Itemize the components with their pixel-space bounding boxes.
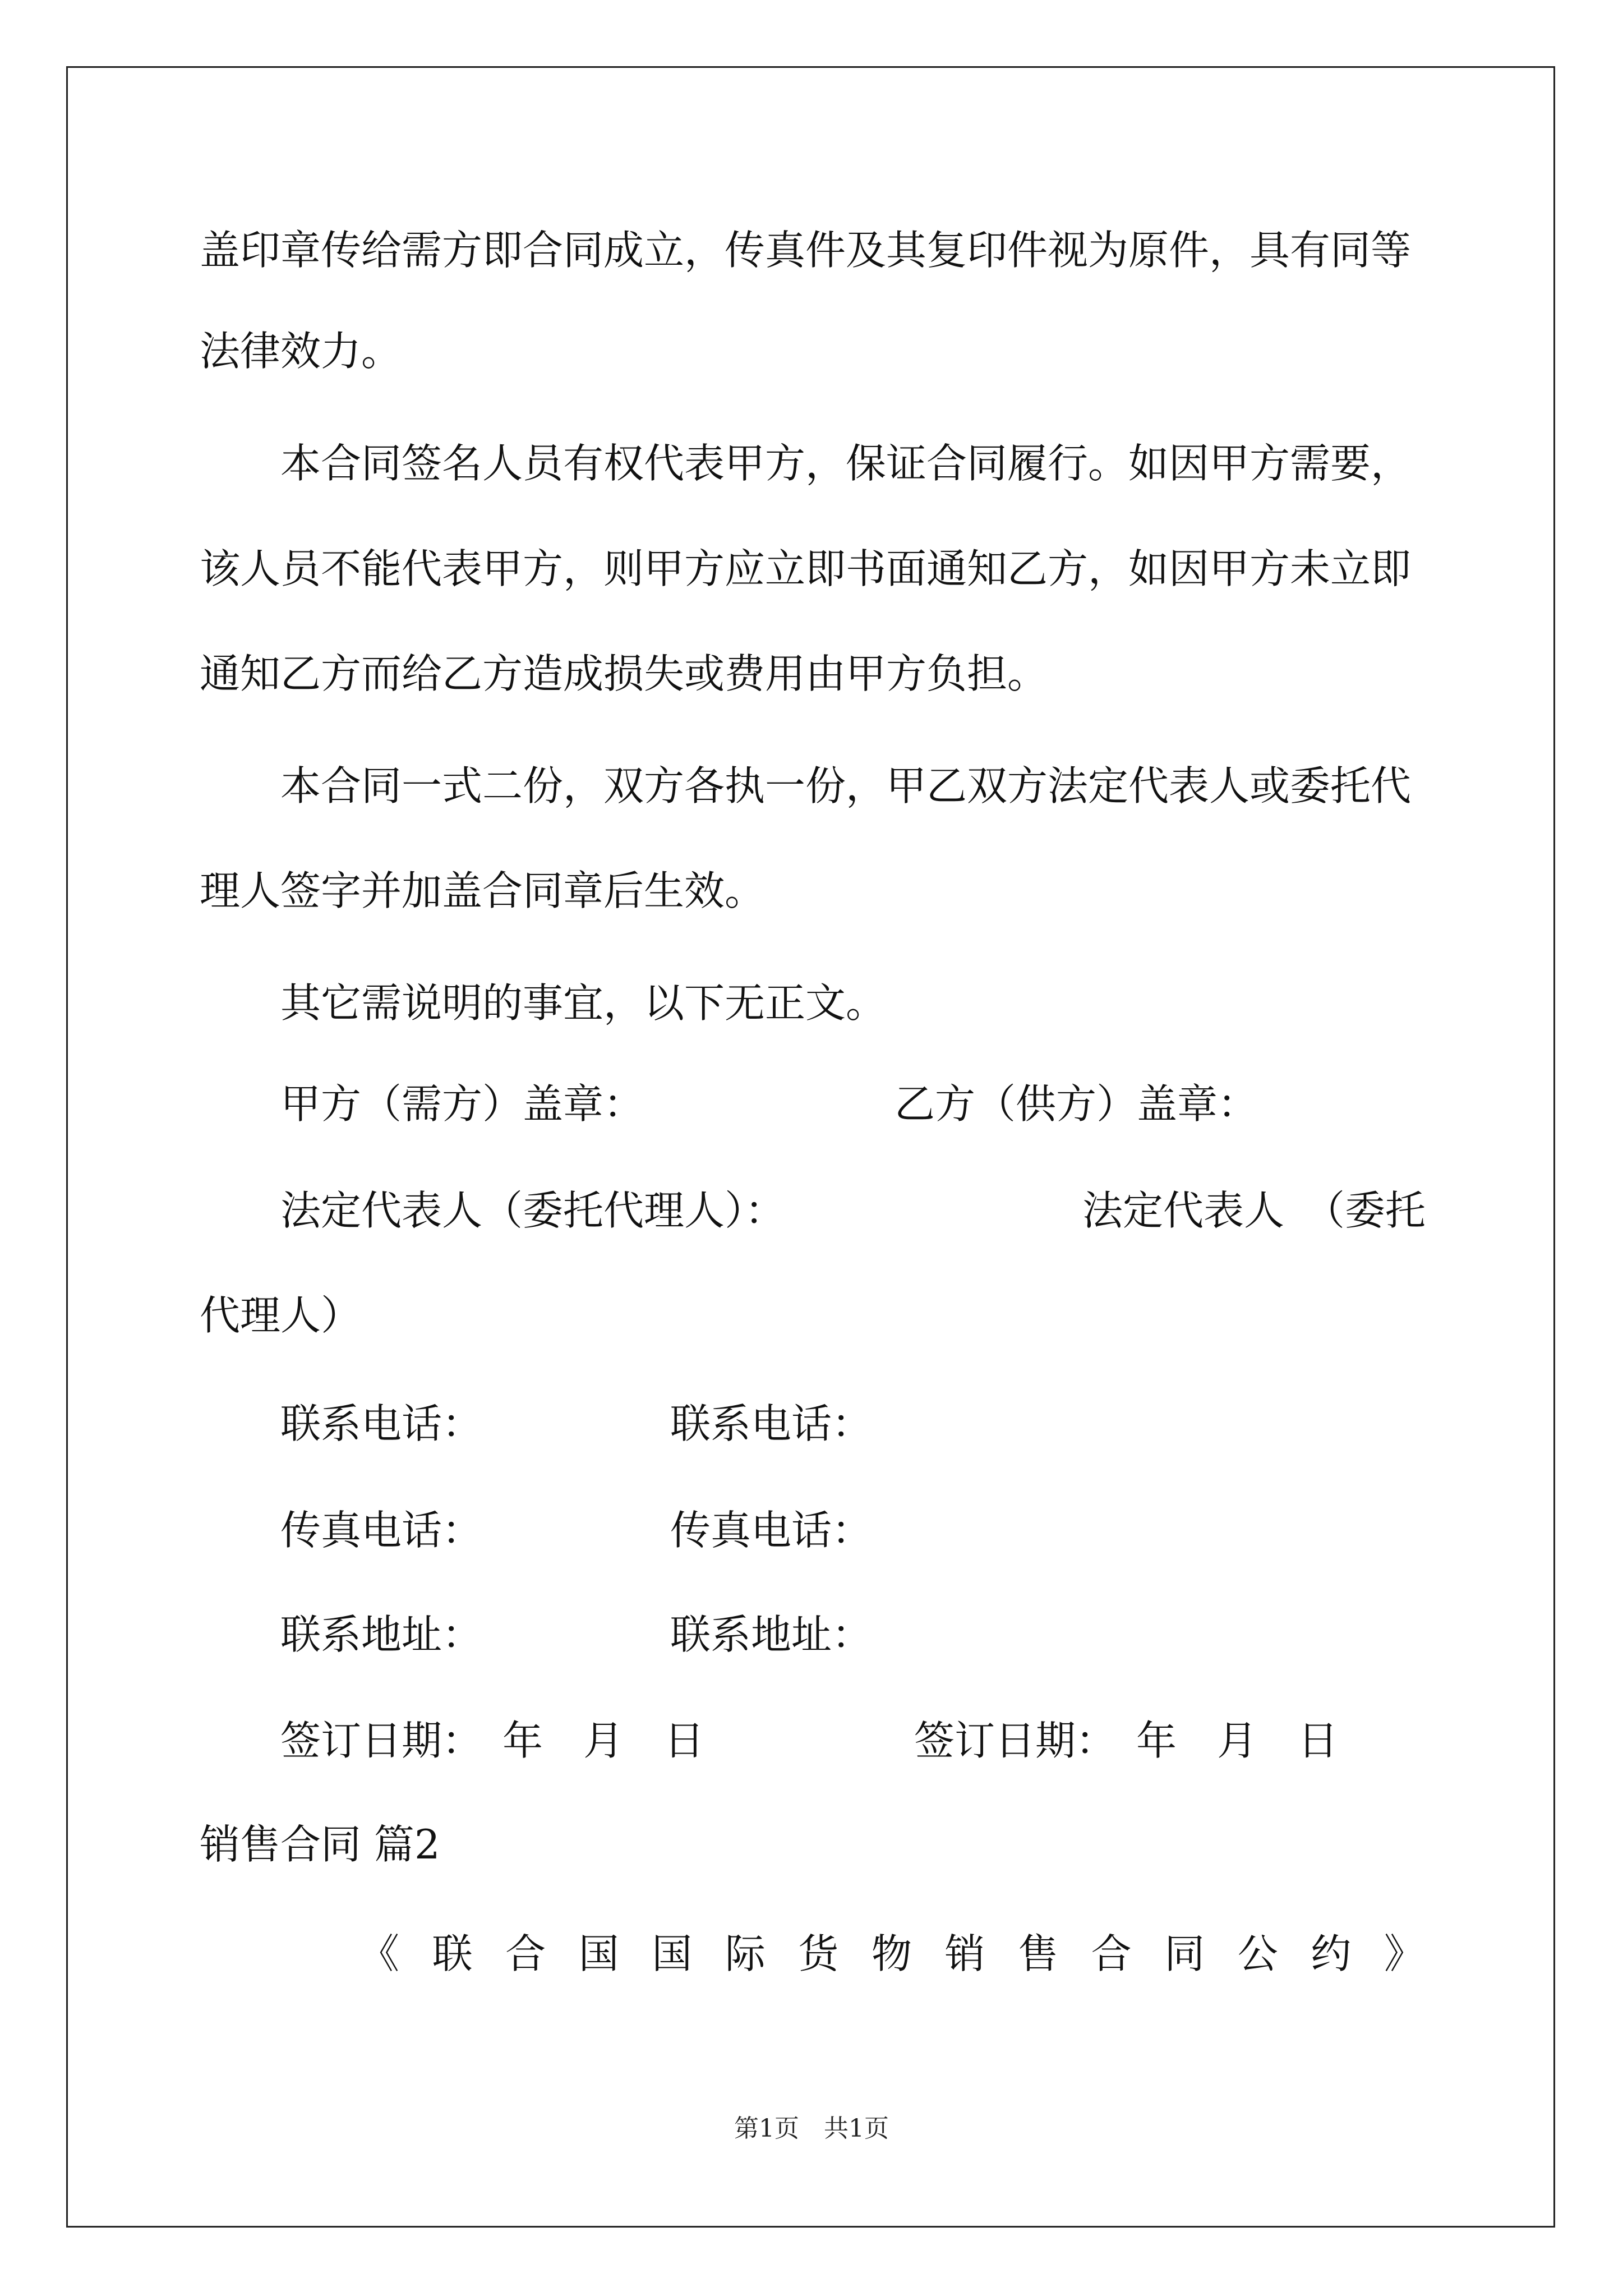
- title-char: 同: [1164, 1930, 1205, 1977]
- party-b-fax-label: 传真电话：: [670, 1507, 873, 1554]
- paragraph-line: 其它需说明的事宜，以下无正文。: [280, 979, 887, 1027]
- title-char: 《: [359, 1930, 400, 1977]
- paragraph-line: 该人员不能代表甲方，则甲方应立即书面通知乙方，如因甲方未立即: [200, 545, 1412, 592]
- page-border: [66, 66, 1555, 2228]
- paragraph-line: 本合同签名人员有权代表甲方，保证合同履行。如因甲方需要，: [280, 440, 1412, 487]
- party-a-seal-label: 甲方（需方）盖章：: [280, 1080, 644, 1128]
- party-b-seal-label: 乙方（供方）盖章：: [895, 1080, 1258, 1128]
- paragraph-line: 盖印章传给需方即合同成立，传真件及其复印件视为原件，具有同等: [200, 227, 1412, 274]
- title-char: 国: [578, 1930, 619, 1977]
- paragraph-line: 法律效力。: [200, 328, 402, 375]
- title-char: 约: [1311, 1930, 1352, 1977]
- title-char: 国: [652, 1930, 693, 1977]
- party-a-fax-label: 传真电话：: [280, 1507, 483, 1554]
- title-char: 销: [944, 1930, 985, 1977]
- party-b-address-label: 联系地址：: [670, 1611, 873, 1658]
- section-heading: 销售合同 篇2: [200, 1821, 440, 1868]
- page-footer: 第1页 共1页: [734, 2114, 889, 2143]
- title-char: 售: [1018, 1930, 1059, 1977]
- paragraph-line: 本合同一式二份，双方各执一份，甲乙双方法定代表人或委托代: [280, 762, 1412, 809]
- title-char: 货: [798, 1930, 839, 1977]
- title-char: 际: [725, 1930, 766, 1977]
- title-char: 物: [871, 1930, 912, 1977]
- party-b-rep-label: 法定代表人 （委托: [1082, 1187, 1426, 1234]
- party-a-address-label: 联系地址：: [280, 1611, 483, 1658]
- party-a-rep-label: 法定代表人（委托代理人）：: [280, 1187, 786, 1234]
- party-b-phone-label: 联系电话：: [670, 1400, 873, 1447]
- title-char: 》: [1384, 1930, 1424, 1977]
- title-char: 合: [1091, 1930, 1132, 1977]
- party-a-date-label: 签订日期： 年 月 日: [280, 1717, 705, 1764]
- party-b-date-label: 签订日期： 年 月 日: [914, 1717, 1339, 1764]
- party-b-rep-label-cont: 代理人）: [200, 1292, 362, 1339]
- paragraph-line: 理人签字并加盖合同章后生效。: [200, 867, 766, 914]
- party-a-phone-label: 联系电话：: [280, 1400, 483, 1447]
- title-char: 公: [1237, 1930, 1278, 1977]
- convention-title: [359, 1927, 1424, 1981]
- paragraph-line: 通知乙方而给乙方造成损失或费用由甲方负担。: [200, 650, 1048, 697]
- title-char: 联: [432, 1930, 473, 1977]
- title-char: 合: [505, 1930, 546, 1977]
